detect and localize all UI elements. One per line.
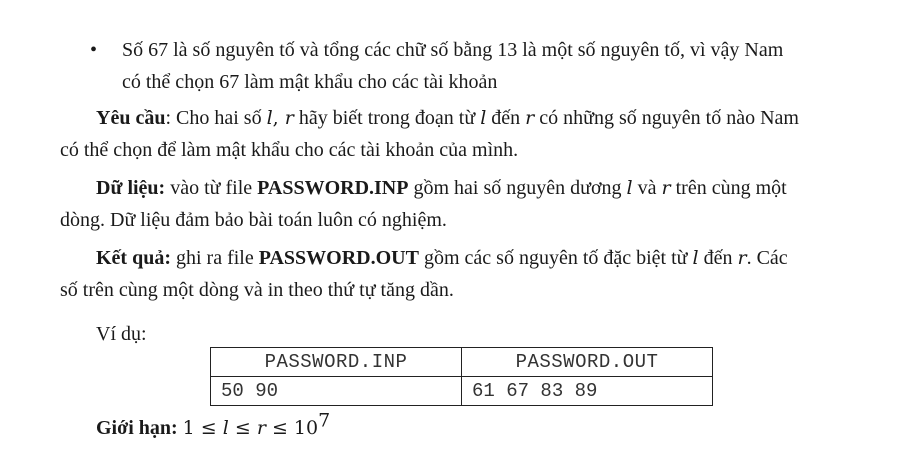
example-paragraph — [60, 318, 880, 350]
requirement-line-1 — [60, 102, 880, 134]
var-l: l — [480, 107, 487, 129]
limits-exponent: 7 — [318, 409, 331, 432]
input-text: trên cùng một — [670, 177, 787, 199]
limits-expr: ≤ 10 — [265, 417, 319, 439]
var-l: l — [266, 107, 273, 129]
table-header-input: PASSWORD.INP — [211, 348, 462, 377]
bullet-line-2: có thể chọn 67 làm mật khẩu cho các tài khoản — [122, 71, 498, 93]
var-r: r — [256, 417, 266, 439]
bullet-dot-icon: • — [90, 39, 98, 61]
limits-paragraph — [96, 409, 900, 444]
var-r: r — [284, 107, 294, 129]
table-header-row — [211, 348, 713, 377]
requirement-line-2: có thể chọn để làm mật khẩu cho các tài khoản của mình. — [60, 139, 519, 161]
var-r: r — [737, 247, 747, 269]
limits-label: Giới hạn: — [96, 417, 178, 439]
var-l: l — [626, 177, 633, 199]
table-cell-output: 61 67 83 89 — [462, 377, 713, 406]
output-text: . Các — [746, 247, 788, 269]
output-line-1 — [60, 242, 880, 274]
input-text: vào từ file — [165, 177, 258, 199]
output-text: đến — [698, 247, 738, 269]
output-paragraph — [60, 242, 880, 306]
output-label: Kết quả: — [96, 247, 171, 269]
var-l: l — [692, 247, 699, 269]
requirement-label: Yêu cầu — [96, 107, 166, 129]
input-filename: PASSWORD.INP — [257, 177, 409, 199]
input-paragraph — [60, 172, 880, 236]
limits-expr: 1 ≤ — [182, 417, 223, 439]
requirement-text: đến — [486, 107, 526, 129]
output-text: gồm các số nguyên tố đặc biệt từ — [418, 247, 693, 269]
output-filename: PASSWORD.OUT — [258, 247, 419, 269]
comma: , — [272, 107, 285, 129]
bullet-line-1: Số 67 là số nguyên tố và tổng các chữ số bằng 13 là một số nguyên tố, vì vậy Nam — [122, 39, 784, 61]
output-line-2: số trên cùng một dòng và in theo thứ tự tăng dần. — [60, 279, 454, 301]
limits-expr: ≤ — [228, 417, 257, 439]
var-r: r — [525, 107, 535, 129]
requirement-text: : Cho hai số — [165, 107, 267, 129]
table-row — [211, 377, 713, 406]
var-l: l — [222, 417, 229, 439]
input-line-1 — [60, 172, 880, 204]
var-r: r — [661, 177, 671, 199]
requirement-text: có những số nguyên tố nào Nam — [534, 107, 799, 129]
example-label: Ví dụ: — [96, 323, 147, 345]
example-table — [210, 347, 713, 406]
table-cell-input: 50 90 — [211, 377, 462, 406]
table-header-output: PASSWORD.OUT — [462, 348, 713, 377]
bullet-text — [122, 34, 882, 98]
requirement-text: hãy biết trong đoạn từ — [293, 107, 481, 129]
input-line-2: dòng. Dữ liệu đảm bảo bài toán luôn có nghiệm. — [60, 209, 447, 231]
input-label: Dữ liệu: — [96, 177, 166, 199]
input-text: gồm hai số nguyên dương — [408, 177, 627, 199]
output-text: ghi ra file — [171, 247, 259, 269]
requirement-paragraph — [60, 102, 880, 166]
input-text: và — [632, 177, 662, 199]
